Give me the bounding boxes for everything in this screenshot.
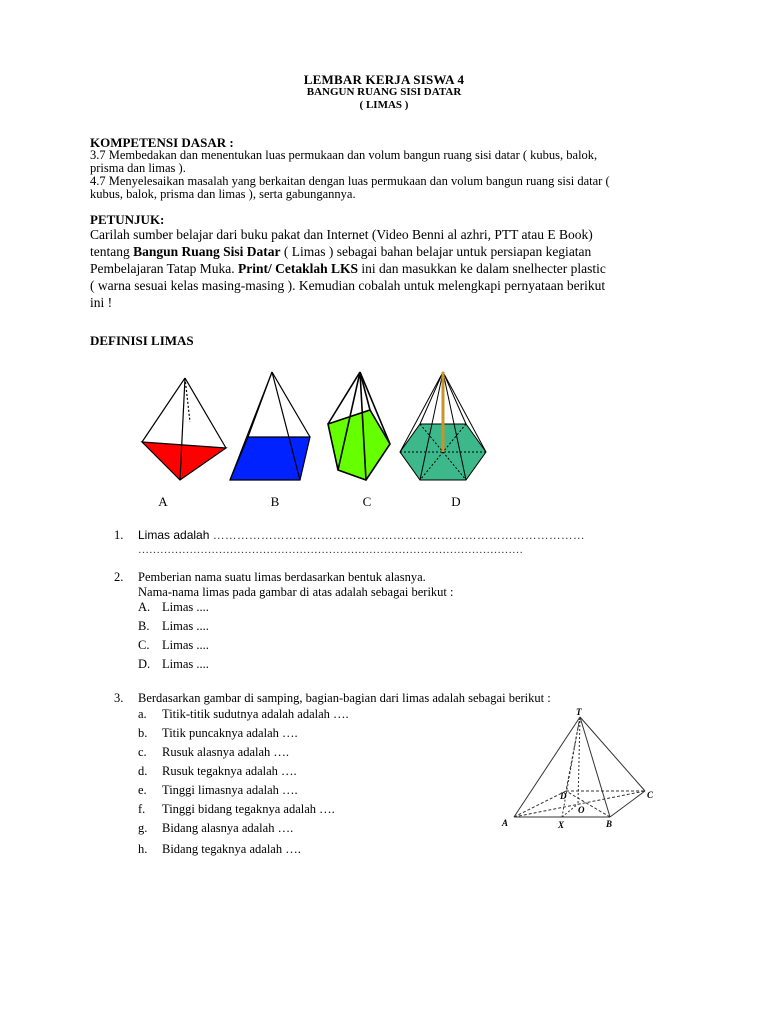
q3-item-letter: g. bbox=[138, 821, 148, 835]
q3-item-text: Tinggi limasnya adalah …. bbox=[162, 783, 298, 797]
q3-number: 3. bbox=[114, 691, 124, 705]
q3-item-text: Titik puncaknya adalah …. bbox=[162, 726, 298, 740]
q3-line-1: Berdasarkan gambar di samping, bagian-bagian dari limas adalah sebagai berikut : bbox=[138, 691, 551, 705]
figure-label-d: D bbox=[451, 494, 461, 509]
q3-item-letter: b. bbox=[138, 726, 148, 740]
q3-item-letter: f. bbox=[138, 802, 146, 816]
q2-line-1: Pemberian nama suatu limas berdasarkan bentuk alasnya. bbox=[138, 570, 426, 584]
q2-item-text: Limas .... bbox=[162, 619, 209, 633]
q3-item-text: Titik-titik sudutnya adalah adalah …. bbox=[162, 707, 349, 721]
q2-item-letter: C. bbox=[138, 638, 150, 652]
q2-line-2: Nama-nama limas pada gambar di atas adalah sebagai berikut : bbox=[138, 585, 454, 599]
q2-item-letter: A. bbox=[138, 600, 151, 614]
q2-number: 2. bbox=[114, 570, 124, 584]
q2-item-text: Limas .... bbox=[162, 600, 209, 614]
pyramid-a-figure bbox=[142, 378, 226, 480]
petunjuk-heading: PETUNJUK: bbox=[90, 212, 165, 227]
q3-item-text: Bidang alasnya adalah …. bbox=[162, 821, 294, 835]
q2-item-text: Limas .... bbox=[162, 638, 209, 652]
q3-item-letter: a. bbox=[138, 707, 147, 721]
q3-item-text: Rusuk alasnya adalah …. bbox=[162, 745, 290, 759]
pyramid-figures bbox=[130, 362, 510, 492]
figure-label-a: A bbox=[158, 494, 168, 509]
figure-label-c: C bbox=[362, 494, 372, 509]
kompetensi-line-1: 3.7 Membedakan dan menentukan luas permukaan dan volum bangun ruang sisi datar ( kubus, balok, bbox=[90, 148, 598, 162]
definisi-heading: DEFINISI LIMAS bbox=[90, 333, 194, 348]
q3-item-letter: e. bbox=[138, 783, 147, 797]
petunjuk-text: ini dan masukkan ke dalam snelhecter plastic bbox=[358, 261, 606, 276]
pyramid-d-figure bbox=[400, 372, 486, 480]
petunjuk-line-3 bbox=[90, 260, 606, 277]
petunjuk-bold-text: Bangun Ruang Sisi Datar bbox=[133, 244, 281, 259]
petunjuk-line-5: ini ! bbox=[90, 295, 113, 310]
petunjuk-line-1: Carilah sumber belajar dari buku pakat dan Internet (Video Benni al azhri, PTT atau E Book) bbox=[90, 227, 593, 242]
pyramid-b-figure bbox=[230, 372, 310, 480]
kompetensi-line-3: 4.7 Menyelesaikan masalah yang berkaitan dengan luas permukaan dan volum bangun ruang sisi datar ( bbox=[90, 174, 610, 188]
q2-item-text: Limas .... bbox=[162, 657, 209, 671]
kompetensi-heading: KOMPETENSI DASAR : bbox=[90, 135, 234, 150]
vertex-label-c: C bbox=[647, 790, 654, 800]
petunjuk-text: ( Limas ) sebagai bahan belajar untuk persiapan kegiatan bbox=[280, 244, 592, 259]
vertex-label-a: A bbox=[502, 818, 509, 828]
vertex-label-b: B bbox=[606, 819, 613, 829]
pyramid-parts-diagram bbox=[500, 705, 670, 833]
figure-label-b: B bbox=[270, 494, 280, 509]
q1-label: Limas adalah bbox=[138, 528, 210, 542]
pyramid-c-figure bbox=[328, 372, 390, 480]
petunjuk-line-2 bbox=[90, 243, 591, 260]
point-label-o: O bbox=[578, 805, 585, 815]
kompetensi-line-4: kubus, balok, prisma dan limas ), serta gabungannya. bbox=[90, 187, 356, 201]
page-subtitle-2: ( LIMAS ) bbox=[359, 99, 409, 111]
kompetensi-line-2: prisma dan limas ). bbox=[90, 161, 186, 175]
q1-blank-1: ………………………………………………………………………………… bbox=[212, 528, 585, 542]
vertex-label-d: D bbox=[560, 791, 567, 801]
q3-item-letter: d. bbox=[138, 764, 148, 778]
petunjuk-line-4: ( warna sesuai kelas masing-masing ). Kemudian cobalah untuk melengkapi pernyataan berikut bbox=[90, 278, 606, 293]
q3-item-text: Tinggi bidang tegaknya adalah …. bbox=[162, 802, 335, 816]
point-label-x: X bbox=[558, 820, 565, 830]
q1-text bbox=[138, 528, 585, 543]
q3-item-letter: h. bbox=[138, 842, 148, 856]
q1-number: 1. bbox=[114, 528, 124, 542]
petunjuk-text: tentang bbox=[90, 244, 134, 259]
q3-item-letter: c. bbox=[138, 745, 147, 759]
q1-blank-2: …………………………………………………………………………………………… bbox=[138, 544, 523, 556]
q3-item-text: Bidang tegaknya adalah …. bbox=[162, 842, 301, 856]
page-title: LEMBAR KERJA SISWA 4 bbox=[303, 72, 465, 87]
petunjuk-text: Pembelajaran Tatap Muka. bbox=[90, 261, 239, 276]
q2-item-letter: D. bbox=[138, 657, 151, 671]
q2-item-letter: B. bbox=[138, 619, 150, 633]
page-subtitle: BANGUN RUANG SISI DATAR bbox=[306, 86, 462, 98]
vertex-label-t: T bbox=[576, 707, 582, 717]
q3-item-text: Rusuk tegaknya adalah …. bbox=[162, 764, 297, 778]
petunjuk-bold-text: Print/ Cetaklah LKS bbox=[238, 261, 359, 276]
